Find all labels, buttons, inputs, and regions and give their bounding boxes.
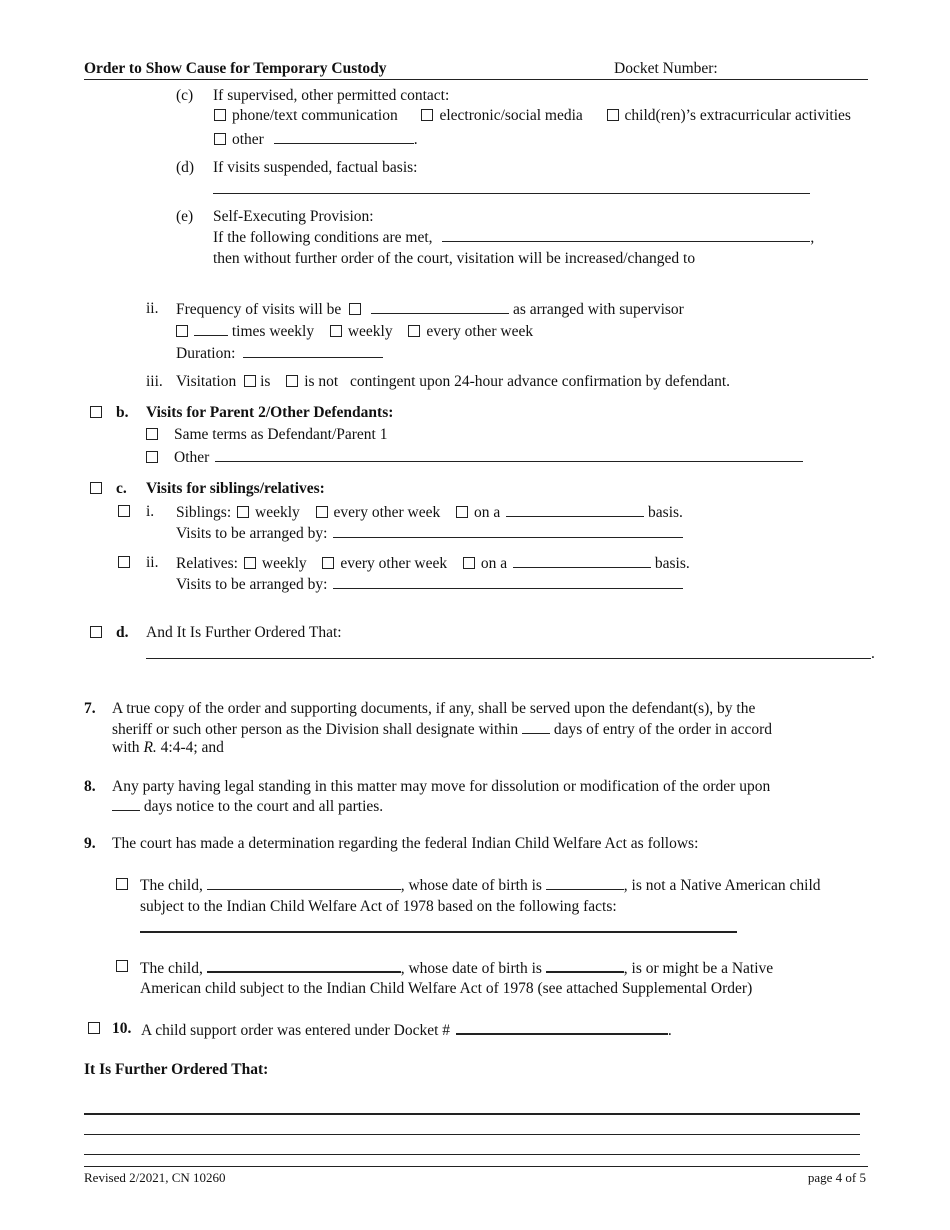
siblings-label: Siblings: (176, 504, 232, 521)
further-ordered-field[interactable] (146, 658, 871, 659)
section-d-period: . (871, 645, 875, 662)
item-ii-num: ii. (146, 300, 159, 317)
native-child-label: The child, (140, 960, 203, 977)
notice-days-field[interactable] (112, 796, 140, 811)
every-other-week-checkbox[interactable] (408, 325, 420, 337)
section-d-row (90, 623, 102, 643)
not-native-result: , is not a Native American child (623, 877, 821, 894)
siblings-weekly-checkbox[interactable] (237, 506, 249, 518)
not-native-line2: subject to the Indian Child Welfare Act of 1978 based on the following facts: (140, 898, 617, 915)
para-9-num: 9. (84, 835, 96, 852)
duration-row (176, 343, 383, 364)
item-c-heading: If supervised, other permitted contact: (213, 87, 450, 104)
native-dob-label: , whose date of birth is (400, 960, 542, 977)
docket-field[interactable] (456, 1019, 668, 1035)
page-number: page 4 of 5 (807, 1170, 866, 1185)
para-7-rule: R. (143, 739, 157, 756)
times-weekly-checkbox[interactable] (176, 325, 188, 337)
siblings-on-a-checkbox[interactable] (456, 506, 468, 518)
relatives-on-a-label: on a (480, 555, 508, 572)
every-other-week-label: every other week (426, 323, 534, 340)
relatives-basis-field[interactable] (513, 553, 651, 568)
other-label: Other (174, 449, 210, 466)
times-weekly-field[interactable] (194, 321, 228, 336)
not-native-dob-label: , whose date of birth is (400, 877, 542, 894)
same-terms-row (146, 425, 388, 445)
other-contact-label: other (232, 131, 264, 148)
para-7-rule-num: 4:4-4; and (160, 739, 224, 756)
revision-label: Revised 2/2021, CN 10260 (84, 1170, 226, 1185)
conditions-field[interactable] (442, 227, 810, 242)
para-7-line2b: days of entry of the order in accord (553, 721, 773, 738)
frequency-field[interactable] (371, 299, 509, 314)
para-7-line1: A true copy of the order and supporting documents, if any, shall be served upon the defendant(s), by the (112, 700, 756, 717)
header-rule (84, 79, 868, 80)
relatives-checkbox[interactable] (118, 556, 130, 568)
siblings-every-other-checkbox[interactable] (316, 506, 328, 518)
siblings-num: i. (146, 503, 155, 520)
section-c-title: Visits for siblings/relatives: (146, 480, 325, 497)
other-contact-checkbox[interactable] (214, 133, 226, 145)
visitation-label: Visitation (176, 373, 237, 390)
para-10-period: . (667, 1022, 672, 1039)
further-ordered-heading: It Is Further Ordered That: (84, 1061, 269, 1078)
section-d-text: And It Is Further Ordered That: (146, 624, 342, 641)
relatives-num: ii. (146, 554, 159, 571)
siblings-every-other-label: every other week (333, 504, 441, 521)
factual-basis-field[interactable] (213, 193, 810, 194)
para-7-with: with (112, 739, 140, 756)
is-label: is (260, 373, 271, 390)
native-checkbox-wrap (116, 957, 128, 977)
para-10-checkbox-wrap (88, 1019, 100, 1039)
para-10-row (141, 1019, 672, 1041)
para-8-line2-text: days notice to the court and all parties. (143, 798, 384, 815)
relatives-every-other-label: every other week (340, 555, 448, 572)
docket-number-label: Docket Number: (614, 60, 718, 77)
contact-other-row (214, 129, 418, 150)
native-child-name-field[interactable] (207, 957, 401, 973)
other-checkbox[interactable] (146, 451, 158, 463)
comma: , (810, 229, 815, 246)
duration-field[interactable] (243, 343, 383, 358)
further-ordered-line-3[interactable] (84, 1154, 860, 1155)
extracurricular-label: child(ren)’s extracurricular activities (624, 107, 851, 124)
electronic-checkbox[interactable] (421, 109, 433, 121)
siblings-basis-label: basis. (648, 504, 683, 521)
is-checkbox[interactable] (244, 375, 256, 387)
siblings-arranged-label: Visits to be arranged by: (176, 525, 328, 542)
weekly-label: weekly (347, 323, 393, 340)
facts-field[interactable] (140, 931, 737, 933)
siblings-basis-field[interactable] (506, 502, 644, 517)
relatives-row (176, 553, 690, 574)
contact-options-row (214, 106, 851, 126)
relatives-weekly-checkbox[interactable] (244, 557, 256, 569)
frequency-options-row (176, 321, 533, 342)
frequency-checkbox[interactable] (349, 303, 361, 315)
further-ordered-line-2[interactable] (84, 1134, 860, 1135)
relatives-arranged-field[interactable] (333, 574, 683, 589)
para-7-line3 (112, 738, 224, 758)
native-line1 (140, 957, 773, 979)
siblings-row (176, 502, 683, 523)
section-b-row (90, 403, 102, 423)
item-e-line2: then without further order of the court, visitation will be increased/changed to (213, 250, 696, 267)
footer-rule (84, 1166, 868, 1167)
is-not-checkbox[interactable] (286, 375, 298, 387)
para-8-num: 8. (84, 778, 96, 795)
is-not-label: is not (304, 373, 339, 390)
relatives-basis-label: basis. (654, 555, 690, 572)
section-b-letter: b. (116, 404, 129, 421)
not-native-line1 (140, 875, 821, 896)
same-terms-label: Same terms as Defendant/Parent 1 (174, 426, 388, 443)
further-ordered-line-1[interactable] (84, 1113, 860, 1115)
times-weekly-label: times weekly (231, 323, 315, 340)
section-b-checkbox[interactable] (90, 406, 102, 418)
para-7-line2a: sheriff or such other person as the Division shall designate within (112, 721, 519, 738)
visitation-row (176, 372, 730, 392)
phone-label: phone/text communication (232, 107, 398, 124)
period: . (413, 131, 418, 148)
relatives-weekly-label: weekly (261, 555, 307, 572)
para-10-num: 10. (112, 1020, 132, 1037)
para-8-line1: Any party having legal standing in this matter may move for dissolution or modification of the order upon (112, 778, 771, 795)
section-d-letter: d. (116, 624, 129, 641)
visitation-rest: contingent upon 24-hour advance confirmation by defendant. (349, 373, 731, 390)
same-terms-checkbox[interactable] (146, 428, 158, 440)
other-contact-field[interactable] (274, 129, 414, 144)
section-c-checkbox[interactable] (90, 482, 102, 494)
relatives-every-other-checkbox[interactable] (322, 557, 334, 569)
frequency-label: Frequency of visits will be (176, 301, 342, 318)
siblings-arranged-row (176, 523, 683, 544)
native-result: , is or might be a Native (623, 960, 774, 977)
arranged-label: as arranged with supervisor (512, 301, 684, 318)
other-row (146, 447, 803, 468)
native-checkbox[interactable] (116, 960, 128, 972)
item-e-heading: Self-Executing Provision: (213, 208, 374, 225)
relatives-label: Relatives: (176, 555, 238, 572)
section-c-row (90, 479, 102, 499)
relatives-on-a-checkbox[interactable] (463, 557, 475, 569)
siblings-weekly-label: weekly (255, 504, 300, 521)
frequency-row (176, 299, 684, 320)
other-field[interactable] (215, 447, 803, 462)
not-native-child-name-field[interactable] (207, 875, 401, 890)
not-native-child-label: The child, (140, 877, 203, 894)
phone-checkbox[interactable] (214, 109, 226, 121)
duration-label: Duration: (176, 345, 236, 362)
section-b-title: Visits for Parent 2/Other Defendants: (146, 404, 394, 421)
conditions-label: If the following conditions are met, (213, 229, 433, 246)
siblings-on-a-label: on a (474, 504, 501, 521)
relatives-checkbox-wrap (118, 553, 130, 573)
para-7-num: 7. (84, 700, 96, 717)
not-native-checkbox[interactable] (116, 878, 128, 890)
not-native-checkbox-wrap (116, 875, 128, 895)
native-line2: American child subject to the Indian Child Welfare Act of 1978 (see attached Supplemental Order) (140, 980, 753, 997)
electronic-label: electronic/social media (439, 107, 583, 124)
section-c-letter: c. (116, 480, 127, 497)
native-dob-field[interactable] (546, 957, 624, 973)
section-d-checkbox[interactable] (90, 626, 102, 638)
item-c-letter: (c) (176, 87, 194, 104)
form-title: Order to Show Cause for Temporary Custody (84, 60, 387, 77)
item-d-letter: (d) (176, 159, 195, 176)
not-native-dob-field[interactable] (546, 875, 624, 890)
siblings-arranged-field[interactable] (333, 523, 683, 538)
para-7-line2 (112, 719, 772, 740)
item-iii-num: iii. (146, 373, 163, 390)
item-d-text: If visits suspended, factual basis: (213, 159, 418, 176)
item-e-letter: (e) (176, 208, 194, 225)
para-9-line1: The court has made a determination regarding the federal Indian Child Welfare Act as follows: (112, 835, 699, 852)
siblings-checkbox-wrap (118, 502, 130, 522)
relatives-arranged-label: Visits to be arranged by: (176, 576, 328, 593)
child-support-checkbox[interactable] (88, 1022, 100, 1034)
para-8-line2 (112, 796, 383, 817)
item-e-line1 (213, 227, 814, 248)
weekly-checkbox[interactable] (330, 325, 342, 337)
service-days-field[interactable] (522, 719, 550, 734)
extracurricular-checkbox[interactable] (607, 109, 619, 121)
relatives-arranged-row (176, 574, 683, 595)
siblings-checkbox[interactable] (118, 505, 130, 517)
child-support-label: A child support order was entered under Docket # (141, 1022, 451, 1039)
